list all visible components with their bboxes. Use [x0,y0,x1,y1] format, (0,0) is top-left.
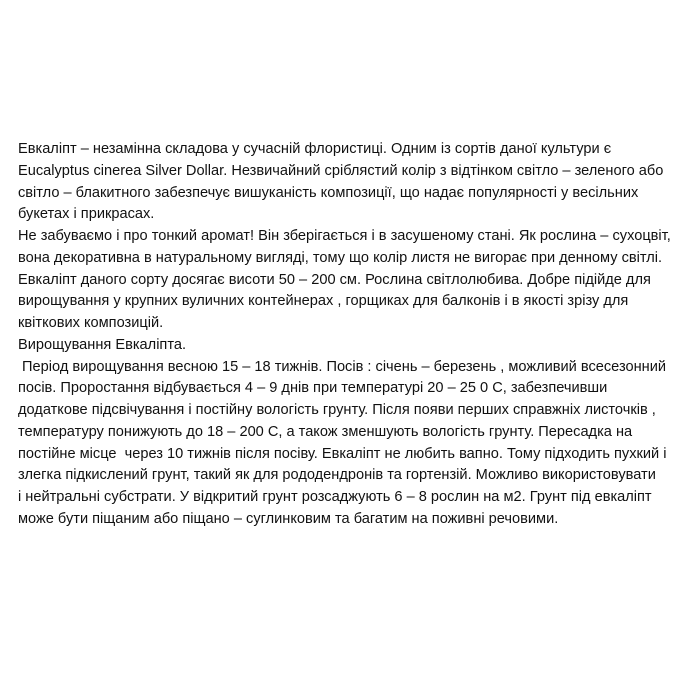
text-line: вирощування у крупних вуличних контейнерах , горщиках для балконів і в якості зрізу для [18,293,629,310]
text-line: додаткове підсвічування і постійну вологість грунту. Після появи перших справжніх листочків , [18,402,656,418]
text-line: Евкаліпт – незамінна складова у сучасній флористиці. Одним із сортів даної культури є [18,141,612,157]
document-body [18,139,694,531]
section-heading: Вирощування Евкаліпта. [18,336,187,353]
text-line: злегка підкислений грунт, такий як для рододендронів та гортензій. Можливо використовувати [18,467,656,484]
paragraph-growing [18,357,694,531]
text-line: Не забуваємо і про тонкий аромат! Він зберігається і в засушеному стані. Як рослина – сухоцвіт, [18,228,671,244]
paragraph-aroma [18,226,694,335]
text-line: світло – блакитного забезпечує вишуканість композиції, що надає популярності у весільних [18,184,639,201]
paragraph-heading-growing [18,335,694,357]
text-line: постійне місце через 10 тижнів після посіву. Евкаліпт не любить вапно. Тому підходить пухкий і [18,445,667,462]
text-line: і нейтральні субстрати. У відкритий грунт розсаджують 6 – 8 рослин на м2. Грунт під евкаліпт [18,489,652,505]
text-line: посів. Проростання відбувається 4 – 9 днів при температурі 20 – 25 0 С, забезпечивши [18,380,608,397]
paragraph-intro [18,139,694,226]
text-line: Період вирощування весною 15 – 18 тижнів. Посів : січень – березень , можливий всесезонний [18,358,667,375]
text-line: квіткових композицій. [18,315,164,331]
text-line: букетах і прикрасах. [18,206,155,223]
text-line: Евкаліпт даного сорту досягає висоти 50 – 200 см. Рослина світлолюбива. Добре підійде для [18,271,651,288]
text-line: може бути піщаним або піщано – суглинковим та багатим на поживні речовими. [18,510,559,527]
text-line: вона декоративна в натуральному вигляді, тому що колір листя не вигорає при денному світлі. [18,249,663,266]
text-line: температуру понижують до 18 – 200 С, а також зменшують вологість грунту. Пересадка на [18,423,633,440]
text-line: Eucalyptus cinerea Silver Dollar. Незвичайний сріблястий колір з відтінком світло – зеленого або [18,162,664,179]
